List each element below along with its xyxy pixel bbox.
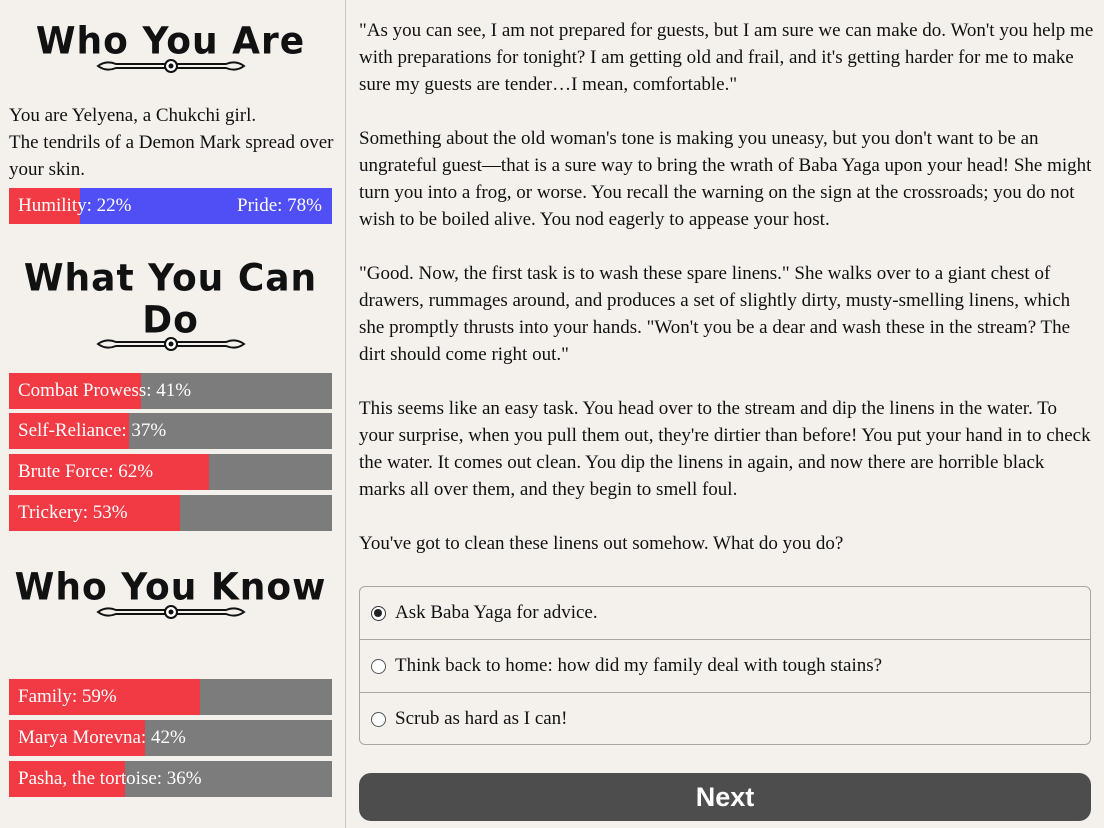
story-paragraph: "As you can see, I am not prepared for guests, but I am sure we can make do. Won't you help me with preparations for tonight? I am getting old and frail, and it's getting harder for me to make sure my guests are tender…I mean, comfortable." xyxy=(359,20,1094,95)
pride-label: Pride: 78% xyxy=(237,195,322,216)
stat-label: Combat Prowess: 41% xyxy=(18,380,192,401)
relationship-label: Marya Morevna: 42% xyxy=(18,727,186,748)
story-paragraph: "Good. Now, the first task is to wash these spare linens." She walks over to a giant chest of drawers, rummages around, and produces a set of slightly dirty, musty-smelling linens, which she promptly thrusts into your hands. "Won't you be a dear and wash these in the stream? The dirt should come right out." xyxy=(359,263,1071,365)
stat-bar-brute-force xyxy=(9,454,332,490)
relationship-bar-family xyxy=(9,679,332,715)
story-paragraph: Something about the old woman's tone is making you uneasy, but you don't want to be an ungrateful guest—that is a sure way to bring the wrath of Baba Yaga upon your head! She might turn you into a frog, or worse. You recall the warning on the sign at the crossroads; you do not wish to be boiled alive. You nod eagerly to appease your host. xyxy=(359,128,1092,230)
choice-scrub-hard[interactable] xyxy=(360,693,1090,745)
choice-label: Scrub as hard as I can! xyxy=(395,708,568,729)
choice-label: Ask Baba Yaga for advice. xyxy=(395,602,598,623)
stat-label: Self-Reliance: 37% xyxy=(18,420,167,441)
stat-bar-trickery xyxy=(9,495,332,531)
who-you-are-heading: Who You Are xyxy=(9,22,332,74)
stat-label: Brute Force: 62% xyxy=(18,461,154,482)
relationship-label: Family: 59% xyxy=(18,686,117,707)
choice-label: Think back to home: how did my family deal with tough stains? xyxy=(395,655,883,676)
story-paragraph: This seems like an easy task. You head over to the stream and dip the linens in the water. To your surprise, when you pull them out, they're dirtier than before! You put your hand in to check the water. It comes out clean. You dip the linens in again, and now there are horrible black marks all over them, and they begin to smell foul. xyxy=(359,398,1091,500)
character-description: You are Yelyena, a Chukchi girl. The tendrils of a Demon Mark spread over your skin. xyxy=(9,105,334,180)
radio-button-selected[interactable] xyxy=(371,606,386,621)
stat-bar-combat-prowess xyxy=(9,373,332,409)
stat-label: Trickery: 53% xyxy=(18,502,128,523)
choice-ask-baba-yaga[interactable] xyxy=(360,587,1090,640)
next-button[interactable]: Next xyxy=(359,773,1091,821)
relationship-label: Pasha, the tortoise: 36% xyxy=(18,768,202,789)
choice-think-back-home[interactable] xyxy=(360,640,1090,693)
who-you-know-heading: Who You Know xyxy=(9,568,332,620)
choice-list xyxy=(359,586,1091,745)
relationship-bar-pasha xyxy=(9,761,332,797)
relationship-bar-marya-morevna xyxy=(9,720,332,756)
humility-label: Humility: 22% xyxy=(18,195,132,216)
radio-button[interactable] xyxy=(371,659,386,674)
humility-pride-bar xyxy=(9,188,332,224)
stat-bar-self-reliance xyxy=(9,413,332,449)
story-prompt: You've got to clean these linens out somehow. What do you do? xyxy=(359,533,844,554)
story-text xyxy=(359,17,1094,584)
what-you-can-do-heading: What You Can Do xyxy=(9,260,332,352)
radio-button[interactable] xyxy=(371,712,386,727)
sidebar xyxy=(0,0,346,828)
